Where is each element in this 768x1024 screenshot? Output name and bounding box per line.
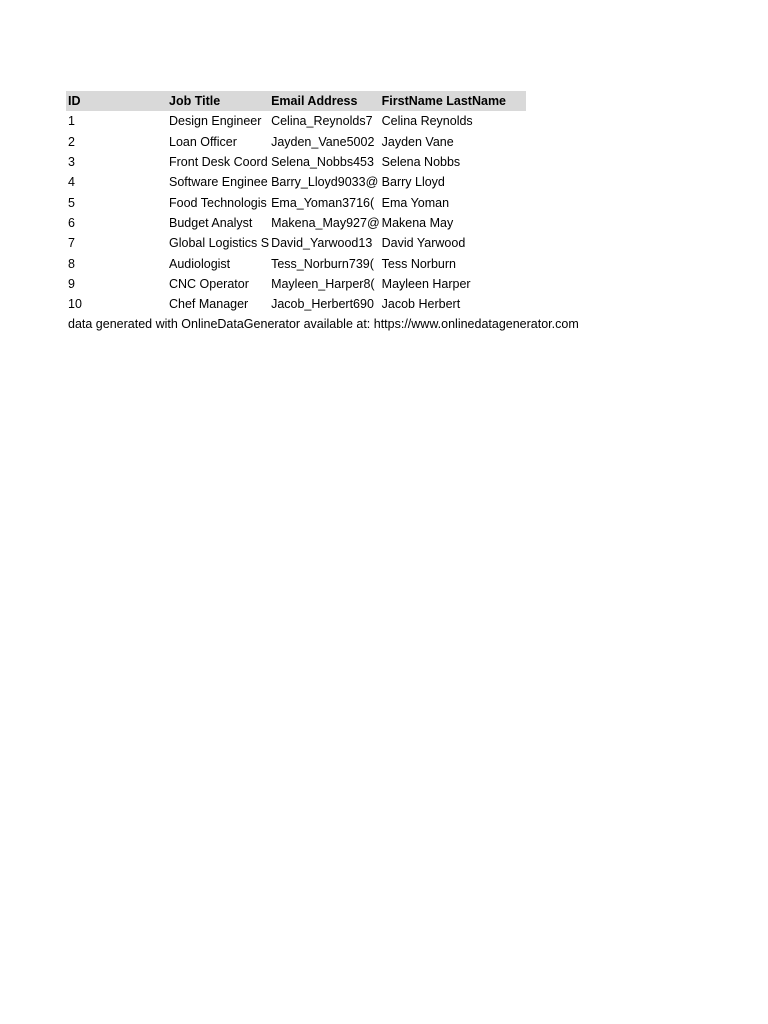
cell-full-name: Jayden Vane [381,134,454,149]
cell-full-name: Makena May [381,215,454,230]
column-header-id: ID [68,94,81,109]
table-row [66,274,526,294]
cell-job-title: Food Technologis [169,195,267,210]
cell-job-title: CNC Operator [169,276,249,291]
column-header-email-address: Email Address [271,94,358,109]
cell-job-title: Chef Manager [169,297,249,312]
table-row [66,111,526,131]
cell-id: 7 [68,236,75,251]
table-row [66,294,526,314]
cell-email: Mayleen_Harper8( [271,276,375,291]
cell-full-name: David Yarwood [381,236,466,251]
cell-email: Ema_Yoman3716( [271,195,375,210]
cell-job-title: Global Logistics S [169,236,270,251]
cell-full-name: Barry Lloyd [381,175,445,190]
cell-job-title: Budget Analyst [169,215,253,230]
table-row [66,213,526,233]
cell-job-title: Audiologist [169,256,231,271]
cell-job-title: Front Desk Coord [169,155,268,170]
cell-email: David_Yarwood13 [271,236,373,251]
cell-email: Tess_Norburn739( [271,256,374,271]
cell-email: Barry_Lloyd9033@ [271,175,379,190]
cell-full-name: Mayleen Harper [381,276,471,291]
header-row [66,91,526,111]
cell-email: Jayden_Vane5002 [271,134,375,149]
cell-id: 9 [68,276,75,291]
table-row [66,233,526,253]
data-table [66,91,526,314]
cell-full-name: Jacob Herbert [381,297,461,312]
cell-id: 2 [68,134,75,149]
cell-email: Makena_May927@ [271,215,380,230]
column-header-job-title: Job Title [169,94,221,109]
spreadsheet [66,91,579,334]
cell-id: 8 [68,256,75,271]
cell-full-name: Ema Yoman [381,195,450,210]
cell-id: 10 [68,297,82,312]
cell-id: 3 [68,155,75,170]
table-row [66,152,526,172]
cell-email: Selena_Nobbs453 [271,155,374,170]
table-row [66,192,526,212]
table-row [66,253,526,273]
cell-job-title: Design Engineer [169,114,262,129]
footer-note: data generated with OnlineDataGenerator available at: https://www.onlinedatagenerator.com [68,317,579,332]
cell-full-name: Tess Norburn [381,256,456,271]
cell-job-title: Software Enginee [169,175,268,190]
cell-job-title: Loan Officer [169,134,237,149]
cell-full-name: Celina Reynolds [381,114,473,129]
table-row [66,132,526,152]
cell-email: Celina_Reynolds7 [271,114,373,129]
table-row [66,172,526,192]
cell-id: 6 [68,215,75,230]
cell-full-name: Selena Nobbs [381,155,461,170]
cell-id: 5 [68,195,75,210]
cell-id: 1 [68,114,75,129]
cell-email: Jacob_Herbert690 [271,297,374,312]
cell-id: 4 [68,175,75,190]
column-header-full-name: FirstName LastName [381,94,507,109]
